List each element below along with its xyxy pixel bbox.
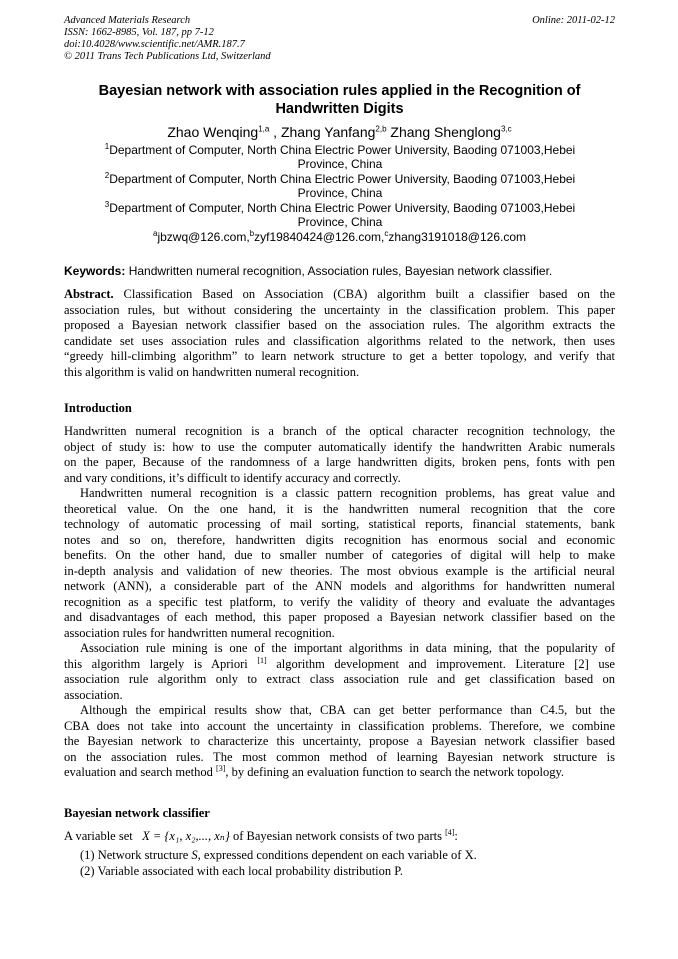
journal-header	[64, 15, 615, 63]
intro-paragraph-2: Handwritten numeral recognition is a classic pattern recognition problems, has great value and theoretical value. On the one hand, it is the handwritten numeral recognition that the core technology of automatic processing of mail sorting, statistical reports, financial statements, bank notes and so on, therefore, handwritten digits recognition has enormous social and economic benefits. On the other hand, due to smaller number of categories of digital will help to make in-depth analysis and validation of new theories. The most obvious example is the artificial neural network (ANN), a considerable part of the ANN models and algorithms for handwritten numeral recognition as a specific test platform, to verify the validity of theory and evaluate the advantages and disadvantages of each method, this paper proposed a Bayesian network classifier based on the association rules for handwritten numeral recognition.	[64, 486, 615, 640]
keywords	[64, 264, 615, 278]
online-date: Online: 2011-02-12	[532, 15, 615, 26]
section-heading-bayesian: Bayesian network classifier	[64, 806, 210, 820]
affiliation-1: $^1$Department of Computer, North China Electric Power University, Baoding 071003,Hebei Province, China	[104, 142, 576, 171]
list-item: (2) Variable associated with each local probability distribution P.	[80, 864, 403, 878]
issn: ISSN: 1662-8985, Vol. 187, pp 7-12	[64, 27, 214, 38]
bayesian-intro-line: A variable set X = {x₁, x₂,..., xₙ} of Bayesian network consists of two parts [4]:	[64, 827, 458, 843]
email-c[interactable]: zhang3191018@126.com	[388, 230, 527, 244]
keywords-label: Keywords:	[64, 264, 126, 278]
list-item: (1) Network structure S, expressed conditions dependent on each variable of X.	[80, 848, 477, 862]
section-heading-introduction: Introduction	[64, 401, 132, 415]
author-sup: 1,a	[258, 124, 270, 134]
citation-ref: [3]	[216, 763, 226, 773]
doi: doi:10.4028/www.scientific.net/AMR.187.7	[64, 39, 245, 50]
abstract: Abstract. Classification Based on Association (CBA) algorithm built a classifier based on the association rules, but without considering the uncertainty in the classification problem. This paper proposed a Bayesian network classifier based on the association rules. The algorithm extracts the candidate set uses association rules and classification algorithms related to the network, then uses “greedy hill-climbing algorithm” to learn network structure to get a better topology, and verify that this algorithm is valid on handwritten numeral recognition.	[64, 287, 616, 379]
copyright: © 2011 Trans Tech Publications Ltd, Switzerland	[64, 51, 271, 62]
variable-set-formula: X = {x₁, x₂,..., xₙ}	[142, 829, 230, 843]
abstract-label: Abstract.	[64, 287, 114, 301]
keywords-text: Handwritten numeral recognition, Association rules, Bayesian network classifier.	[128, 264, 553, 278]
author-name: Zhang Shenglong	[390, 124, 501, 140]
author-sup: 2,b	[375, 124, 387, 134]
affiliation-3: $^3$Department of Computer, North China Electric Power University, Baoding 071003,Hebei Province, China	[104, 200, 576, 229]
author-name: Zhang Yanfang	[280, 124, 376, 140]
title-line-1: Bayesian network with association rules applied in the Recognition of	[98, 83, 581, 99]
author-sup: 3,c	[500, 124, 512, 134]
author-emails: $^a$jbzwq@126.com,$^b$zyf19840424@126.com,$^c$zhang3191018@126.com	[152, 229, 527, 244]
intro-paragraph-4: Although the empirical results show that, CBA can get better performance than C4.5, but the CBA does not take into account the uncertainty in classification problems. Therefore, we combine the Bayesian network to characterize this uncertainty, propose a Bayesian network classifier based on the association rules. The most common method of learning Bayesian network structure is evaluation and search method [3], by defining an evaluation function to search the network topology.	[64, 703, 615, 779]
citation-ref: [4]	[445, 827, 455, 837]
intro-paragraph-1: Handwritten numeral recognition is a branch of the optical character recognition technology, the object of study is: how to use the computer automatically identify the handwritten Arabic numerals on the paper, Because of the randomness of a large handwritten digits, broken pens, fonts with pen and vary conditions, it’s difficult to identify accuracy and correctly.	[64, 424, 615, 485]
author-name: Zhao Wenqing	[167, 124, 259, 140]
paper-title	[64, 82, 615, 118]
authors: Zhao Wenqing$^{1,a}$ , Zhang Yanfang$^{2,b}$ Zhang Shenglong$^{3,c}$	[167, 124, 512, 140]
intro-paragraph-3: Association rule mining is one of the important algorithms in data mining, that the popularity of this algorithm largely is Apriori [1] algorithm development and improvement. Literature [2] use association rule algorithm only to extract class association rule and get classification based on association.	[64, 641, 615, 702]
journal-name: Advanced Materials Research	[64, 15, 191, 26]
email-b[interactable]: zyf19840424@126.com,	[254, 230, 385, 244]
affiliation-2: $^2$Department of Computer, North China Electric Power University, Baoding 071003,Hebei Province, China	[104, 171, 576, 200]
citation-ref: [1]	[257, 655, 267, 665]
title-line-2: Handwritten Digits	[275, 101, 404, 117]
email-a[interactable]: jbzwq@126.com,	[157, 230, 250, 244]
